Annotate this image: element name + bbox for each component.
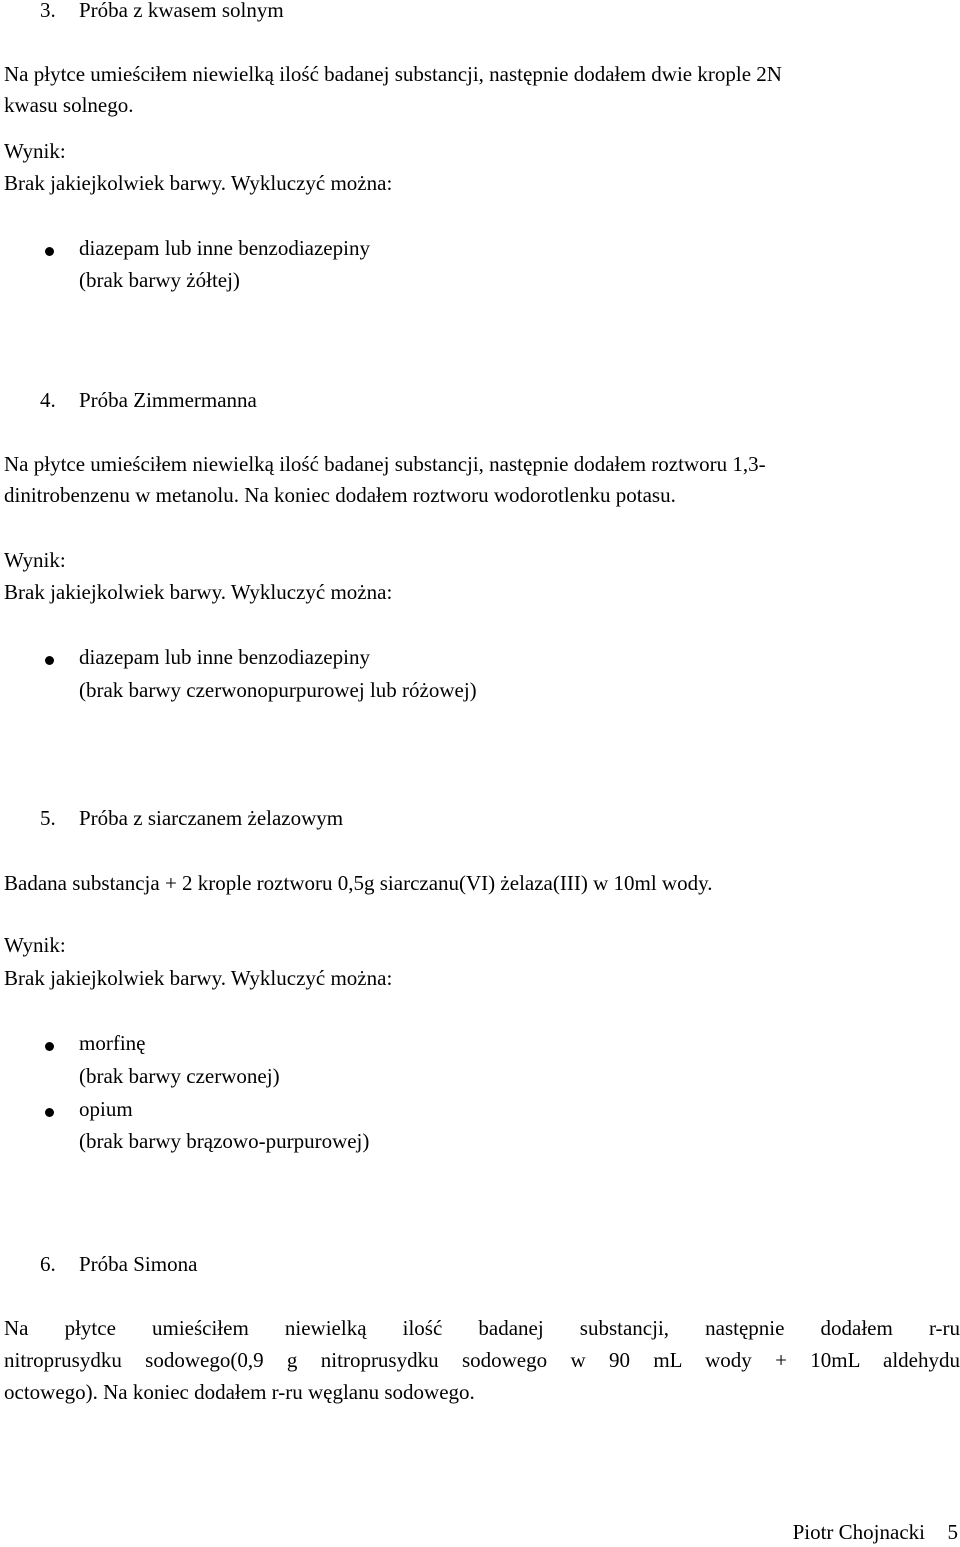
section-6-number: 6.	[40, 1252, 56, 1276]
footer-author: Piotr Chojnacki	[792, 1520, 925, 1544]
section-4-title: Próba Zimmermanna	[79, 388, 257, 412]
section-4-number: 4.	[40, 388, 56, 412]
section-4-result-label: Wynik:	[4, 548, 66, 572]
section-5-item-1-note: (brak barwy czerwonej)	[79, 1064, 280, 1088]
section-5-result-label: Wynik:	[4, 933, 66, 957]
section-6-desc-line-2: nitroprusydku sodowego(0,9 g nitroprusydku sodowego w 90 mL wody + 10mL aldehydu	[4, 1348, 960, 1372]
bullet-icon	[45, 247, 54, 256]
section-3-desc-line-2: kwasu solnego.	[4, 93, 134, 117]
section-5-item-2-note: (brak barwy brązowo-purpurowej)	[79, 1129, 370, 1153]
section-3-result-label: Wynik:	[4, 139, 66, 163]
section-6-title: Próba Simona	[79, 1252, 198, 1276]
section-5-title: Próba z siarczanem żelazowym	[79, 806, 344, 830]
section-6-desc-line-3: octowego). Na koniec dodałem r-ru węglanu sodowego.	[4, 1380, 475, 1404]
bullet-icon	[45, 1108, 54, 1117]
section-4-item-1-note: (brak barwy czerwonopurpurowej lub różowej)	[79, 678, 477, 702]
section-5-item-2-name: opium	[79, 1097, 133, 1121]
section-3-desc-line-1: Na płytce umieściłem niewielką ilość badanej substancji, następnie dodałem dwie krople 2N	[4, 62, 782, 86]
section-5-desc-line-1: Badana substancja + 2 krople roztworu 0,5g siarczanu(VI) żelaza(III) w 10ml wody.	[4, 871, 713, 895]
footer-page-number: 5	[947, 1520, 958, 1544]
bullet-icon	[45, 656, 54, 665]
section-5-number: 5.	[40, 806, 56, 830]
section-3-title: Próba z kwasem solnym	[79, 0, 284, 22]
bullet-icon	[45, 1042, 54, 1051]
section-3-item-1-name: diazepam lub inne benzodiazepiny	[79, 236, 370, 260]
section-4-item-1-name: diazepam lub inne benzodiazepiny	[79, 645, 370, 669]
section-4-desc-line-1: Na płytce umieściłem niewielką ilość badanej substancji, następnie dodałem roztworu 1,3-	[4, 452, 766, 476]
section-4-desc-line-2: dinitrobenzenu w metanolu. Na koniec dodałem roztworu wodorotlenku potasu.	[4, 483, 676, 507]
section-3-result-text: Brak jakiejkolwiek barwy. Wykluczyć można:	[4, 171, 393, 195]
section-3-number: 3.	[40, 0, 56, 22]
page-footer	[793, 1522, 958, 1543]
section-4-result-text: Brak jakiejkolwiek barwy. Wykluczyć można:	[4, 580, 393, 604]
section-5-item-1-name: morfinę	[79, 1031, 146, 1055]
section-3-item-1-note: (brak barwy żółtej)	[79, 268, 240, 292]
section-5-result-text: Brak jakiejkolwiek barwy. Wykluczyć można:	[4, 966, 393, 990]
section-6-desc-line-1: Na płytce umieściłem niewielką ilość badanej substancji, następnie dodałem r-ru	[4, 1316, 960, 1340]
